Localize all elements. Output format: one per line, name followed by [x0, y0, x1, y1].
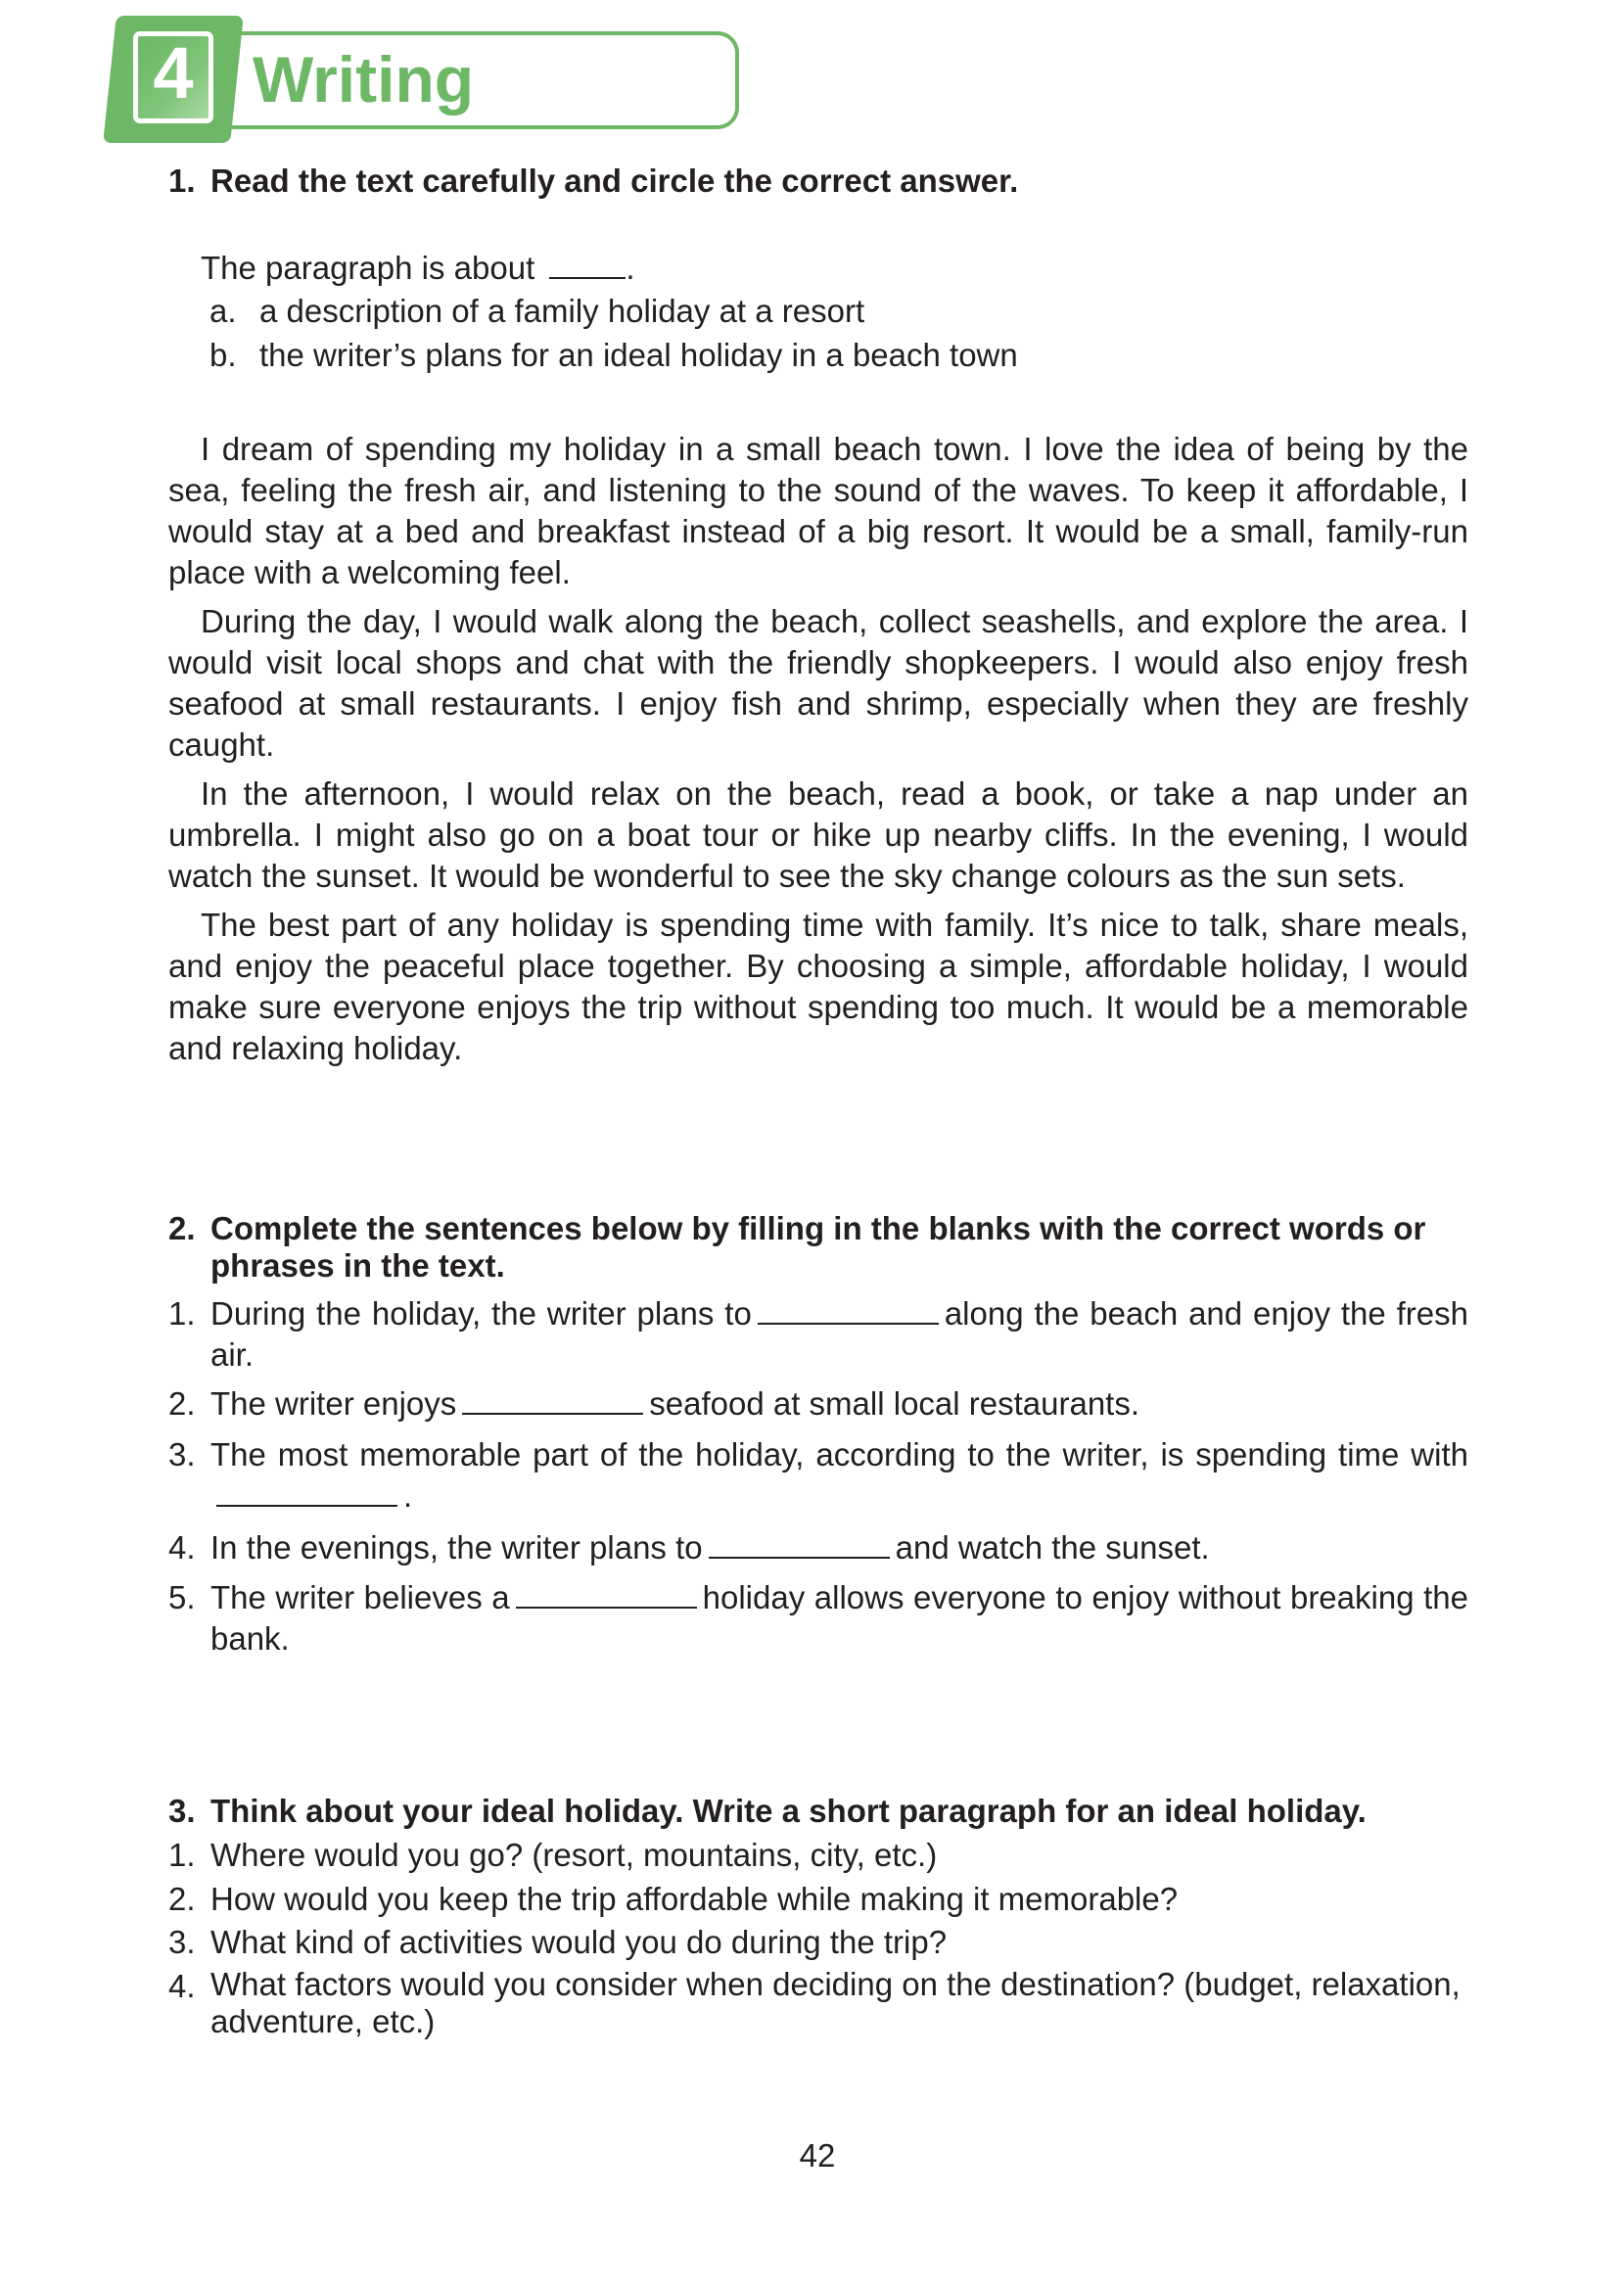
option-b-text[interactable]: the writer’s plans for an ideal holiday in a beach town: [259, 337, 1018, 373]
fill-item-2-number: 2.: [168, 1385, 196, 1422]
fill-item-4: [210, 1527, 1468, 1568]
reading-paragraph-1: I dream of spending my holiday in a small beach town. I love the idea of being by the sea, feeling the fresh air, and listening to the sound of the waves. To keep it affordable, I would stay at a bed and breakfast instead of a big resort. It would be a small, family-run place with a welcoming feel.: [168, 431, 1468, 590]
fill-item-1-number: 1.: [168, 1295, 196, 1332]
fill-item-4-after: and watch the sunset.: [895, 1529, 1210, 1566]
fill-item-2: [210, 1383, 1468, 1425]
fill-item-4-before: In the evenings, the writer plans to: [210, 1529, 703, 1566]
page-title: Writing: [253, 43, 475, 116]
question-blank[interactable]: [549, 250, 626, 279]
section3-heading: Think about your ideal holiday. Write a short paragraph for an ideal holiday.: [210, 1793, 1367, 1829]
prompt-1-number: 1.: [168, 1837, 196, 1873]
prompt-2-number: 2.: [168, 1881, 196, 1917]
reading-paragraph-2: During the day, I would walk along the beach, collect seashells, and explore the area. I would visit local shops and chat with the friendly shopkeepers. I would also enjoy fresh seafood at small restaurants. I enjoy fish and shrimp, especially when they are freshly caught.: [168, 603, 1468, 763]
fill-blank-4[interactable]: [709, 1529, 890, 1559]
reading-paragraph-3: In the afternoon, I would relax on the beach, read a book, or take a nap under an umbrella. I might also go on a boat tour or hike up nearby cliffs. In the evening, I would watch the sunset. It would be wonderful to see the sky change colours as the sun sets.: [168, 775, 1468, 894]
option-a-label: a.: [209, 293, 237, 329]
option-b-label: b.: [209, 337, 237, 373]
prompt-3: What kind of activities would you do during the trip?: [210, 1924, 948, 1960]
unit-number: 4: [153, 32, 194, 114]
fill-item-4-number: 4.: [168, 1529, 196, 1566]
page-number: 42: [799, 2137, 836, 2174]
fill-item-2-after: seafood at small local restaurants.: [649, 1385, 1140, 1422]
prompt-4: What factors would you consider when deciding on the destination? (budget, relaxation, adventure, etc.): [210, 1966, 1461, 2039]
fill-blank-3[interactable]: [216, 1477, 397, 1507]
fill-item-3-number: 3.: [168, 1436, 196, 1473]
reading-paragraph-4: The best part of any holiday is spending time with family. It’s nice to talk, share meals, and enjoy the peaceful place together. By choosing a simple, affordable holiday, I would make sure everyone enjoys the trip without spending too much. It would be a memorable and relaxing holiday.: [168, 907, 1468, 1066]
section1-heading: Read the text carefully and circle the correct answer.: [210, 163, 1019, 199]
fill-item-1: [210, 1293, 1468, 1376]
fill-item-2-before: The writer enjoys: [210, 1385, 457, 1422]
fill-blank-1[interactable]: [758, 1295, 939, 1325]
question-end: .: [626, 250, 635, 286]
section1-number: 1.: [168, 163, 196, 199]
fill-item-5: [210, 1577, 1468, 1660]
fill-item-3-after: .: [403, 1477, 413, 1514]
question-text: [201, 248, 1375, 289]
prompt-1: Where would you go? (resort, mountains, city, etc.): [210, 1837, 938, 1873]
fill-item-1-after: along the beach and enjoy the fresh air.: [210, 1295, 1469, 1373]
section2-number: 2.: [168, 1210, 196, 1246]
fill-item-5-before: The writer believes a: [210, 1579, 510, 1615]
section2-heading: Complete the sentences below by filling in the blanks with the correct words or phrases in the text.: [210, 1210, 1426, 1284]
fill-item-3: [210, 1434, 1468, 1517]
fill-item-5-after: holiday allows everyone to enjoy without breaking the bank.: [210, 1579, 1468, 1657]
prompt-2: How would you keep the trip affordable while making it memorable?: [210, 1881, 1179, 1917]
section3-number: 3.: [168, 1793, 196, 1829]
prompt-4-number: 4.: [168, 1968, 196, 2004]
question-stem: The paragraph is about: [201, 250, 535, 286]
fill-blank-5[interactable]: [516, 1579, 697, 1609]
fill-blank-2[interactable]: [462, 1385, 643, 1415]
prompt-3-number: 3.: [168, 1924, 196, 1960]
fill-item-1-before: During the holiday, the writer plans to: [210, 1295, 752, 1332]
option-a-text[interactable]: a description of a family holiday at a resort: [259, 293, 865, 329]
fill-item-3-before: The most memorable part of the holiday, according to the writer, is spending time with: [210, 1436, 1468, 1473]
fill-item-5-number: 5.: [168, 1579, 196, 1615]
